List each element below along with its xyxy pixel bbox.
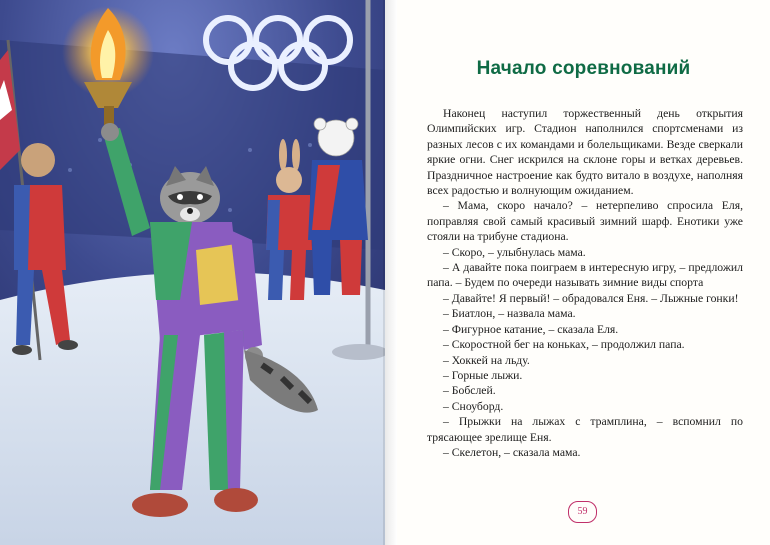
paragraph: – Прыжки на лыжах с трамплина, – вспомнил по трясающее зрелище Еня. bbox=[427, 415, 743, 444]
page-number-badge: 59 bbox=[568, 501, 597, 523]
paragraph: – А давайте пока поиграем в интересную игру, – предложил папа. – Будем по очереди называть зимние виды спорта bbox=[427, 261, 743, 290]
book-gutter bbox=[383, 0, 397, 545]
chapter-title: Начало соревнований bbox=[476, 58, 691, 79]
text-page bbox=[397, 0, 770, 545]
paragraph: – Хоккей на льду. bbox=[443, 353, 530, 367]
paragraph: – Сноуборд. bbox=[443, 399, 504, 413]
paragraph: – Фигурное катание, – сказала Еля. bbox=[443, 322, 619, 336]
story-text bbox=[427, 106, 743, 460]
paragraph: – Горные лыжи. bbox=[443, 368, 523, 382]
paragraph: – Мама, скоро начало? – нетерпеливо спросила Еля, поправляя свой самый красивый зимний шарф. Енотики уже стояли на трибуне стадиона. bbox=[427, 199, 743, 244]
paragraph: – Скелетон, – сказала мама. bbox=[443, 445, 581, 459]
paragraph: – Бобслей. bbox=[443, 384, 496, 398]
paragraph: – Скоро, – улыбнулась мама. bbox=[443, 245, 586, 259]
paragraph: – Скоростной бег на коньках, – продолжил папа. bbox=[443, 338, 685, 352]
paragraph: – Давайте! Я первый! – обрадовался Еня. – Лыжные гонки! bbox=[443, 291, 739, 305]
paragraph: – Биатлон, – назвала мама. bbox=[443, 307, 576, 321]
paragraph: Наконец наступил торжественный день открытия Олимпийских игр. Стадион наполнился спортсменами из разных лесов с их командами и болельщиками. Везде сверкали яркие огни. Снег искрился на склоне горы и ветках деревьев. Праздничное настроение как будто витало в воздухе, наполняя всех радостью и волнующим ожиданием. bbox=[427, 107, 743, 198]
